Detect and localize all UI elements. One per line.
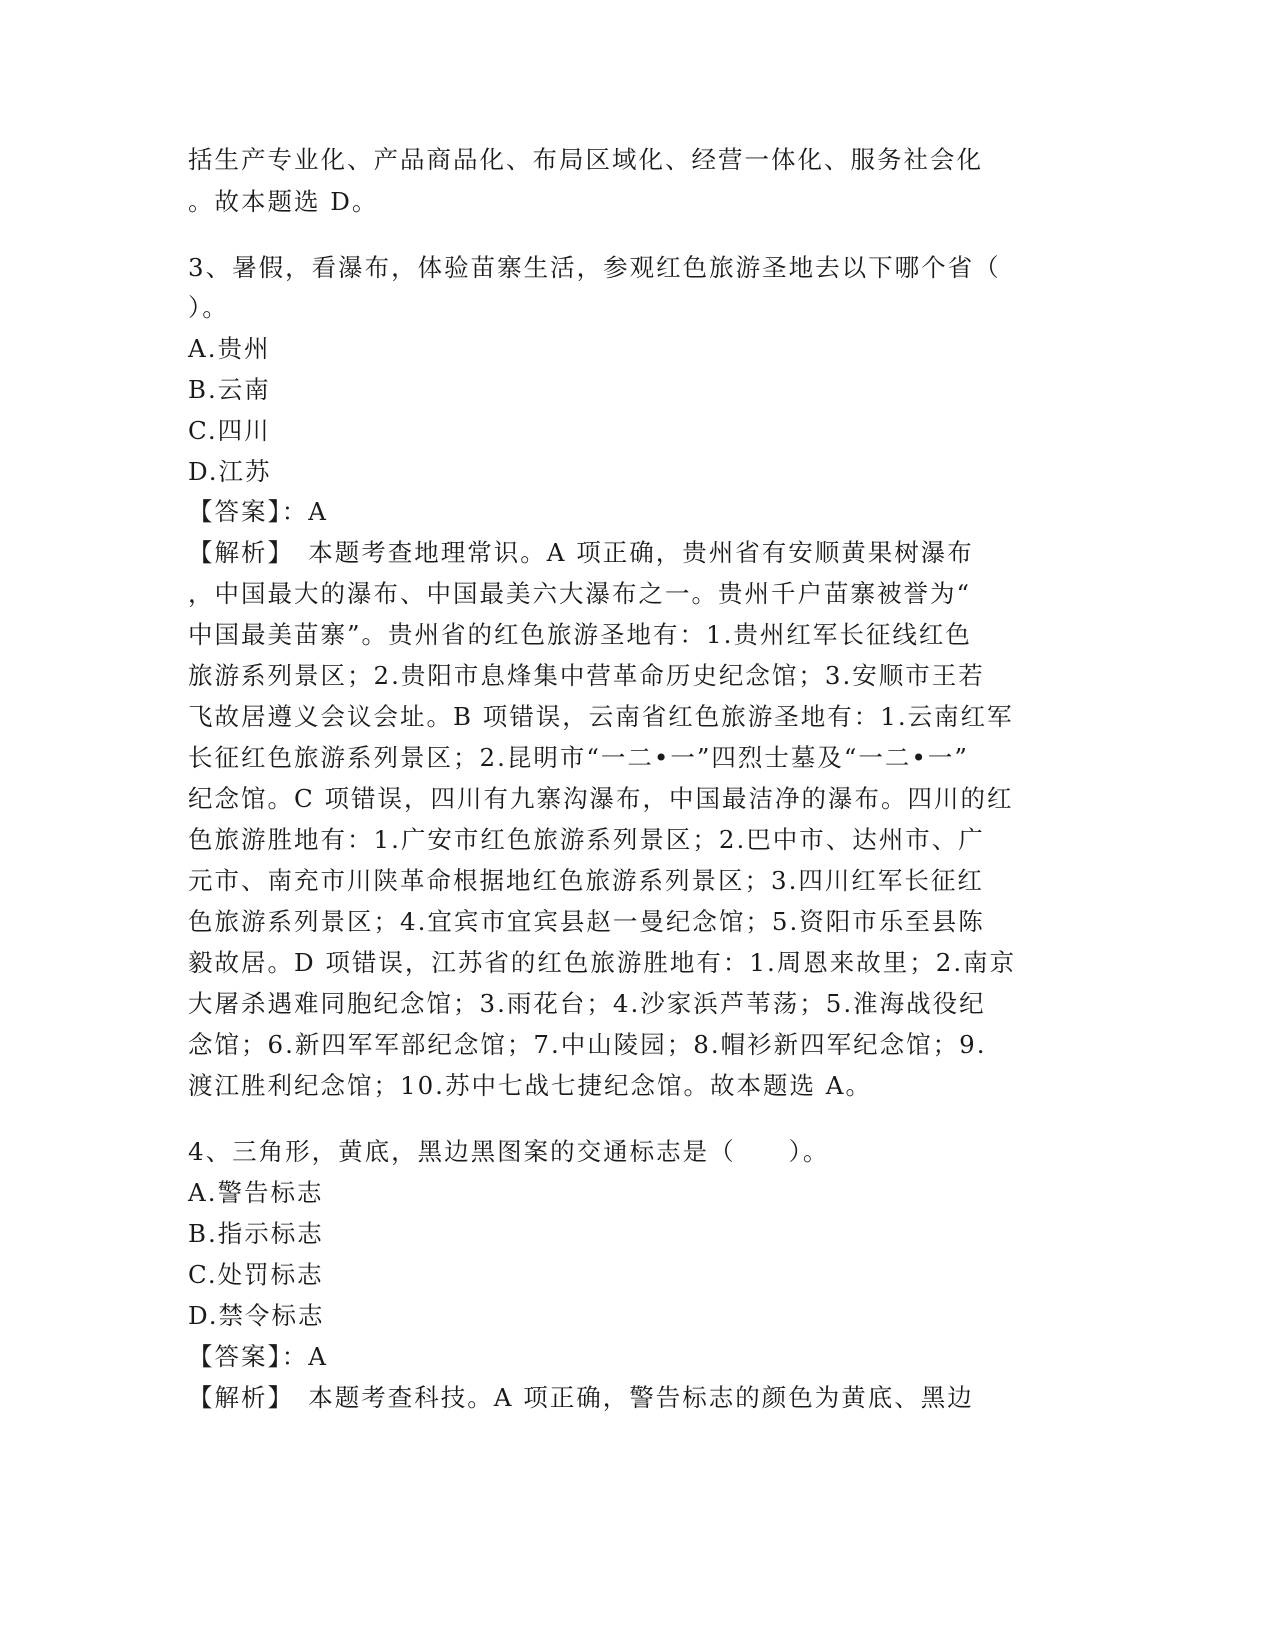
q3-analysis-line: 色旅游系列景区；4.宜宾市宜宾县赵一曼纪念馆；5.资阳市乐至县陈	[188, 907, 985, 936]
intro-line: 括生产专业化、产品商品化、布局区域化、经营一体化、服务社会化	[188, 145, 983, 174]
q4-option-c: C.处罚标志	[188, 1260, 324, 1289]
q3-analysis-line: 旅游系列景区；2.贵阳市息烽集中营革命历史纪念馆；3.安顺市王若	[188, 661, 985, 690]
q4-option-d: D.禁令标志	[188, 1301, 325, 1330]
q3-analysis-line: 大屠杀遇难同胞纪念馆；3.雨花台；4.沙家浜芦苇荡；5.淮海战役纪	[188, 989, 986, 1018]
q3-option-a: A.贵州	[188, 334, 271, 363]
q3-analysis-line: 长征红色旅游系列景区；2.昆明市“一二•一”四烈士墓及“一二•一”	[188, 743, 969, 772]
q3-option-b: B.云南	[188, 375, 271, 404]
q4-answer: 【答案】：A	[188, 1342, 328, 1371]
q3-stem: 3、暑假，看瀑布，体验苗寨生活，参观红色旅游圣地去以下哪个省（	[188, 253, 1001, 282]
q4-stem: 4、三角形，黄底，黑边黑图案的交通标志是（ ）。	[188, 1137, 830, 1166]
q3-analysis-line: 色旅游胜地有：1.广安市红色旅游系列景区；2.巴中市、达州市、广	[188, 825, 985, 854]
q3-analysis-line: 毅故居。D 项错误，江苏省的红色旅游胜地有：1.周恩来故里；2.南京	[188, 948, 1017, 977]
q3-analysis-line: 中国最美苗寨”。贵州省的红色旅游圣地有：1.贵州红军长征线红色	[188, 620, 972, 649]
q3-answer: 【答案】：A	[188, 497, 328, 526]
q3-analysis-line: 【解析】 本题考查地理常识。A 项正确，贵州省有安顺黄果树瀑布	[188, 538, 974, 567]
q3-stem: ）。	[188, 293, 229, 322]
q4-option-b: B.指示标志	[188, 1219, 324, 1248]
q4-analysis-line: 【解析】 本题考查科技。A 项正确，警告标志的颜色为黄底、黑边	[188, 1383, 974, 1412]
q3-analysis-line: ，中国最大的瀑布、中国最美六大瀑布之一。贵州千户苗寨被誉为“	[188, 579, 972, 608]
q3-option-c: C.四川	[188, 416, 271, 445]
q3-analysis-line: 元市、南充市川陕革命根据地红色旅游系列景区；3.四川红军长征红	[188, 866, 984, 895]
q4-option-a: A.警告标志	[188, 1178, 324, 1207]
q3-analysis-line: 渡江胜利纪念馆；10.苏中七战七捷纪念馆。故本题选 A。	[188, 1071, 872, 1100]
q3-analysis-line: 飞故居遵义会议会址。B 项错误，云南省红色旅游圣地有：1.云南红军	[188, 702, 1014, 731]
q3-analysis-line: 念馆；6.新四军军部纪念馆；7.中山陵园；8.帽衫新四军纪念馆；9.	[188, 1030, 987, 1059]
q3-option-d: D.江苏	[188, 457, 272, 486]
intro-line: 。故本题选 D。	[188, 187, 379, 216]
q3-analysis-line: 纪念馆。C 项错误，四川有九寨沟瀑布，中国最洁净的瀑布。四川的红	[188, 784, 1014, 813]
